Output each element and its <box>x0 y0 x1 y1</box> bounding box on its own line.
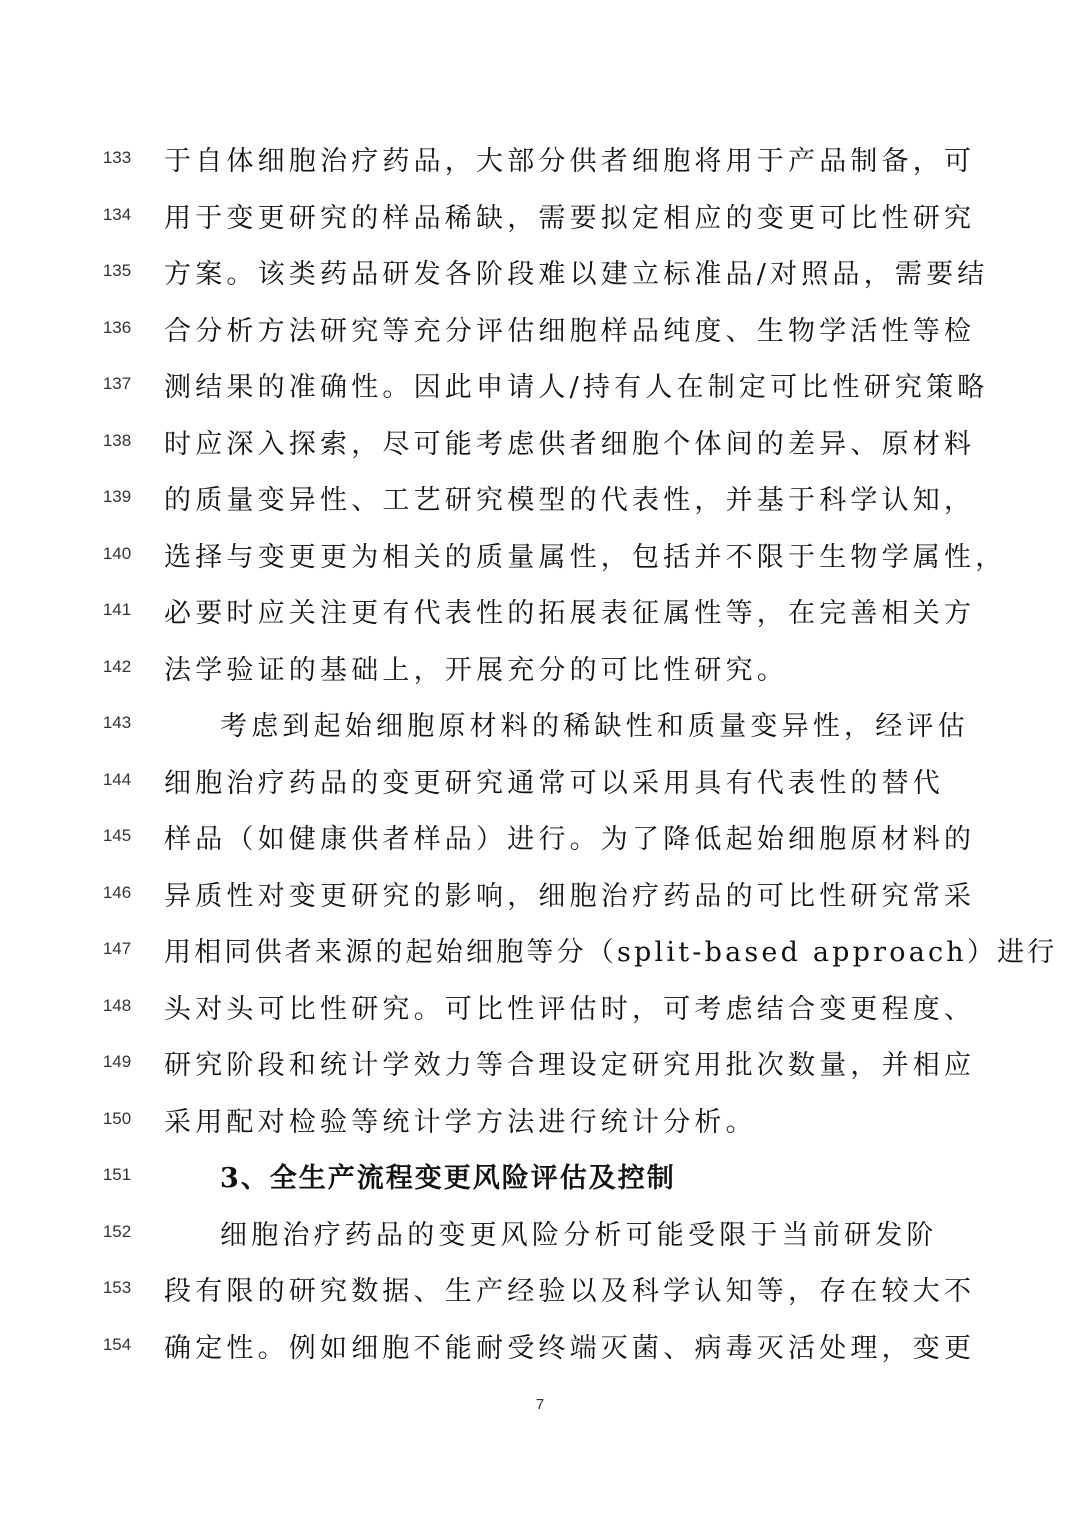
text-line <box>0 473 1080 529</box>
line-text: 细胞治疗药品的变更风险分析可能受限于当前研发阶 <box>220 1219 938 1251</box>
text-line <box>0 530 1080 586</box>
section-heading-line <box>0 1151 1080 1207</box>
line-number: 153 <box>102 1278 132 1297</box>
line-text: 用于变更研究的样品稀缺，需要拟定相应的变更可比性研究 <box>164 202 976 234</box>
text-line <box>0 417 1080 473</box>
text-line <box>0 643 1080 699</box>
text-line <box>0 699 1080 755</box>
text-line <box>0 247 1080 303</box>
text-line <box>0 304 1080 360</box>
line-number: 134 <box>102 204 132 224</box>
text-line <box>0 1038 1080 1094</box>
line-text: 用相同供者来源的起始细胞等分（split-based approach）进行 <box>164 937 1058 968</box>
line-number: 136 <box>102 317 132 337</box>
line-number: 154 <box>102 1334 132 1354</box>
line-text: 采用配对检验等统计学方法进行统计分析。 <box>164 1106 757 1138</box>
text-line <box>0 360 1080 416</box>
text-line <box>0 756 1080 812</box>
line-number: 137 <box>102 374 132 393</box>
text-line <box>0 191 1080 247</box>
line-number: 146 <box>102 882 132 902</box>
line-text: 必要时应关注更有代表性的拓展表征属性等，在完善相关方 <box>164 598 976 629</box>
line-text: 研究阶段和统计学效力等合理设定研究用批次数量，并相应 <box>164 1050 976 1081</box>
line-number: 138 <box>102 430 132 450</box>
line-text: 的质量变异性、工艺研究模型的代表性，并基于科学认知， <box>164 485 976 516</box>
line-text: 异质性对变更研究的影响，细胞治疗药品的可比性研究常采 <box>164 880 976 912</box>
line-text: 时应深入探索，尽可能考虑供者细胞个体间的差异、原材料 <box>164 428 976 460</box>
line-number: 139 <box>102 487 132 506</box>
line-number: 151 <box>102 1165 132 1184</box>
line-number: 144 <box>102 769 132 789</box>
text-line <box>0 1264 1080 1320</box>
page-number: 7 <box>535 1396 545 1413</box>
line-text: 合分析方法研究等充分评估细胞样品纯度、生物学活性等检 <box>164 315 976 347</box>
line-text: 细胞治疗药品的变更研究通常可以采用具有代表性的替代 <box>164 767 944 799</box>
line-number: 142 <box>102 656 132 676</box>
line-text: 头对头可比性研究。可比性评估时，可考虑结合变更程度、 <box>164 993 976 1025</box>
text-line <box>0 1321 1080 1377</box>
line-text: 测结果的准确性。因此申请人/持有人在制定可比性研究策略 <box>164 372 989 403</box>
line-text: 选择与变更更为相关的质量属性，包括并不限于生物学属性， <box>164 541 1007 573</box>
line-text: 段有限的研究数据、生产经验以及科学认知等，存在较大不 <box>164 1276 976 1307</box>
line-number: 145 <box>102 826 132 845</box>
text-line <box>0 925 1080 981</box>
text-line <box>0 1208 1080 1264</box>
section-heading: 3、全生产流程变更风险评估及控制 <box>220 1163 676 1194</box>
text-line <box>0 134 1080 190</box>
text-line <box>0 812 1080 868</box>
line-text: 考虑到起始细胞原材料的稀缺性和质量变异性，经评估 <box>220 711 969 742</box>
line-number: 147 <box>102 939 132 958</box>
line-number: 133 <box>102 148 132 167</box>
text-line <box>0 1095 1080 1151</box>
line-number: 150 <box>102 1108 132 1128</box>
line-number: 152 <box>102 1221 132 1241</box>
line-number: 140 <box>102 543 132 563</box>
line-text: 样品（如健康供者样品）进行。为了降低起始细胞原材料的 <box>164 824 976 855</box>
line-text: 法学验证的基础上，开展充分的可比性研究。 <box>164 654 788 686</box>
line-number: 141 <box>102 600 132 619</box>
line-number: 135 <box>102 261 132 280</box>
text-line <box>0 869 1080 925</box>
line-text: 于自体细胞治疗药品，大部分供者细胞将用于产品制备，可 <box>164 146 976 177</box>
line-number: 148 <box>102 995 132 1015</box>
line-text: 确定性。例如细胞不能耐受终端灭菌、病毒灭活处理，变更 <box>164 1332 976 1364</box>
line-number: 143 <box>102 713 132 732</box>
line-number: 149 <box>102 1052 132 1071</box>
line-text: 方案。该类药品研发各阶段难以建立标准品/对照品，需要结 <box>164 259 989 290</box>
text-line <box>0 982 1080 1038</box>
text-line <box>0 586 1080 642</box>
